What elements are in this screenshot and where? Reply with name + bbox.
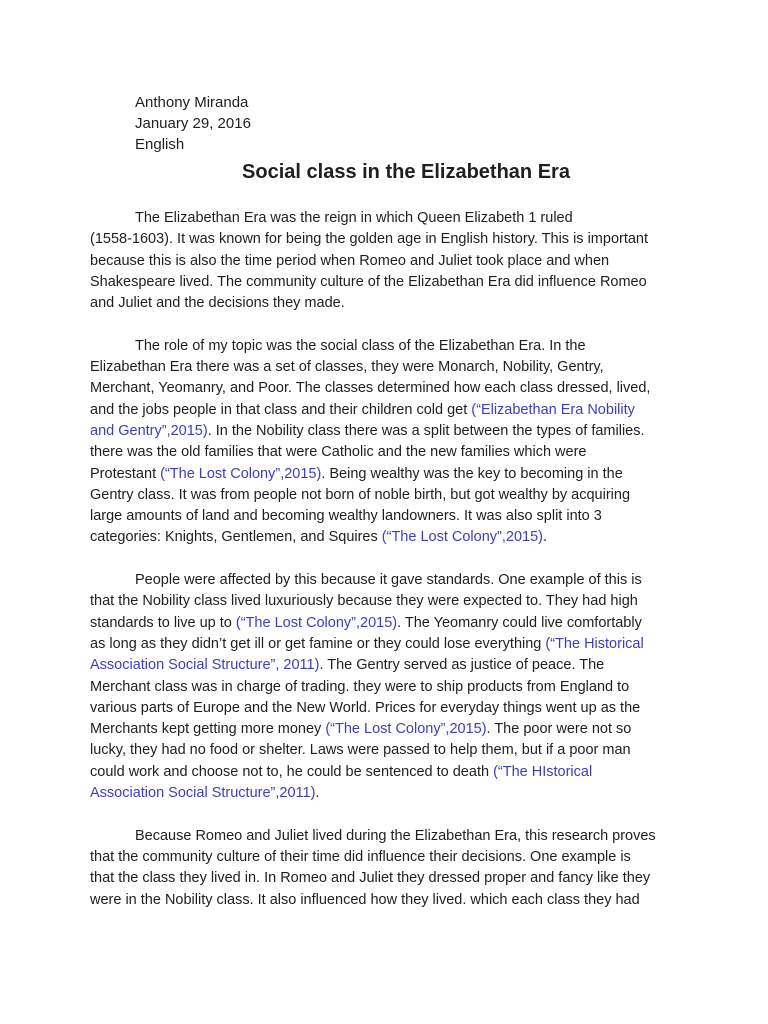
body-text: The Elizabethan Era was the reign in which Queen Elizabeth 1 ruled (135, 210, 573, 226)
body-text: . (315, 785, 320, 802)
body-text: that the class they lived in. In Romeo and Juliet they dressed proper and fancy like they (90, 870, 651, 887)
body-text: Because Romeo and Juliet lived during the Elizabethan Era, this research proves (135, 827, 656, 844)
body-text: could work and choose not to, he could be sentenced to death (90, 763, 494, 780)
text-line (90, 527, 690, 548)
citation-link[interactable]: Association Social Structure”, 2011) (90, 657, 320, 674)
body-text: various parts of Europe and the New World. Prices for everyday things went up as the (90, 699, 641, 716)
body-text: Shakespeare lived. The community culture of the Elizabethan Era did influence Romeo (90, 273, 647, 290)
body-text: . (542, 529, 547, 546)
text-line (90, 464, 690, 485)
text-line (90, 378, 690, 399)
body-text: and the jobs people in that class and their children cold get (90, 401, 472, 418)
body-text: Elizabethan Era there was a set of classes, they were Monarch, Nobility, Gentry, (90, 359, 604, 376)
document-date: January 29, 2016 (135, 115, 251, 132)
body-text: Gentry class. It was from people not born of noble birth, but got wealthy by acquiring (90, 486, 631, 503)
text-line (90, 890, 690, 911)
text-line (90, 272, 690, 293)
text-line (90, 357, 690, 378)
text-line (90, 229, 690, 250)
author-name: Anthony Miranda (135, 94, 249, 111)
citation-link[interactable]: (“The Lost Colony”,2015) (325, 721, 487, 738)
document-title: Social class in the Elizabethan Era (242, 161, 570, 183)
text-line (90, 698, 690, 719)
text-line (90, 485, 690, 506)
citation-link[interactable]: (“The Lost Colony”,2015) (381, 529, 543, 546)
body-text: standards to live up to (90, 614, 236, 631)
course-name: English (135, 136, 185, 153)
body-text: . The Yeomanry could live comfortably (397, 614, 642, 631)
text-line (90, 336, 690, 357)
citation-link[interactable]: and Gentry”,2015) (90, 422, 208, 439)
text-line (90, 783, 690, 804)
text-line (90, 740, 690, 761)
text-line (90, 677, 690, 698)
body-text: Merchants kept getting more money (90, 721, 326, 738)
body-text: . Being wealthy was the key to becoming in the (321, 465, 623, 482)
citation-link[interactable]: (“Elizabethan Era Nobility (471, 401, 635, 418)
body-text: Merchant, Yeomanry, and Poor. The classes determined how each class dressed, lived, (90, 380, 651, 397)
body-text: that the Nobility class lived luxuriously because they were expected to. They had high (90, 593, 638, 610)
body-text: because this is also the time period when Romeo and Juliet took place and when (90, 252, 610, 269)
text-line (90, 442, 690, 463)
text-line (90, 251, 690, 272)
citation-link[interactable]: Association Social Structure”,2011) (90, 785, 316, 802)
body-text: . The Gentry served as justice of peace. The (319, 657, 605, 674)
paragraph (90, 826, 690, 911)
body-text: there was the old families that were Catholic and the new families which were (90, 444, 587, 461)
body-text: were in the Nobility class. It also influenced how they lived. which each class they had (90, 891, 640, 908)
body-text: and Juliet and the decisions they made. (90, 295, 345, 312)
text-line (90, 506, 690, 527)
body-text: that the community culture of their time did influence their decisions. One example is (90, 848, 631, 865)
document-body (90, 208, 690, 932)
text-line (90, 208, 690, 229)
text-line (90, 719, 690, 740)
paragraph (90, 570, 690, 804)
citation-link[interactable]: (“The Lost Colony”,2015) (235, 614, 398, 631)
body-text: Protestant (90, 465, 161, 482)
body-text: The role of my topic was the social class of the Elizabethan Era. In the (135, 337, 586, 354)
body-text: . In the Nobility class there was a split between the types of families. (207, 422, 645, 439)
text-line (90, 655, 690, 676)
citation-link[interactable]: (“The Historical (545, 635, 644, 652)
body-text: . The poor were not so (486, 721, 632, 738)
paragraph (90, 208, 690, 314)
citation-link[interactable]: (“The HIstorical (493, 763, 593, 780)
body-text: People were affected by this because it gave standards. One example of this is (135, 572, 642, 589)
body-text: lucky, they had no food or shelter. Laws were passed to help them, but if a poor man (90, 742, 631, 759)
text-line (90, 293, 690, 314)
text-line (90, 868, 690, 889)
text-line (90, 634, 690, 655)
text-line (90, 847, 690, 868)
text-line (90, 762, 690, 783)
text-line (90, 613, 690, 634)
text-line (90, 591, 690, 612)
text-line (90, 826, 690, 847)
body-text: categories: Knights, Gentlemen, and Squires (90, 529, 382, 546)
body-text: large amounts of land and becoming wealthy landowners. It was also split into 3 (90, 508, 602, 525)
body-text: Merchant class was in charge of trading. they were to ship products from England to (90, 678, 630, 695)
text-line (90, 421, 690, 442)
text-line (90, 400, 690, 421)
body-text: (1558-1603). It was known for being the golden age in English history. This is important (90, 231, 649, 248)
document-header (135, 92, 251, 155)
text-line (90, 570, 690, 591)
body-text: as long as they didn’t get ill or get famine or they could lose everything (90, 635, 546, 652)
citation-link[interactable]: (“The Lost Colony”,2015) (160, 465, 322, 482)
paragraph (90, 336, 690, 549)
